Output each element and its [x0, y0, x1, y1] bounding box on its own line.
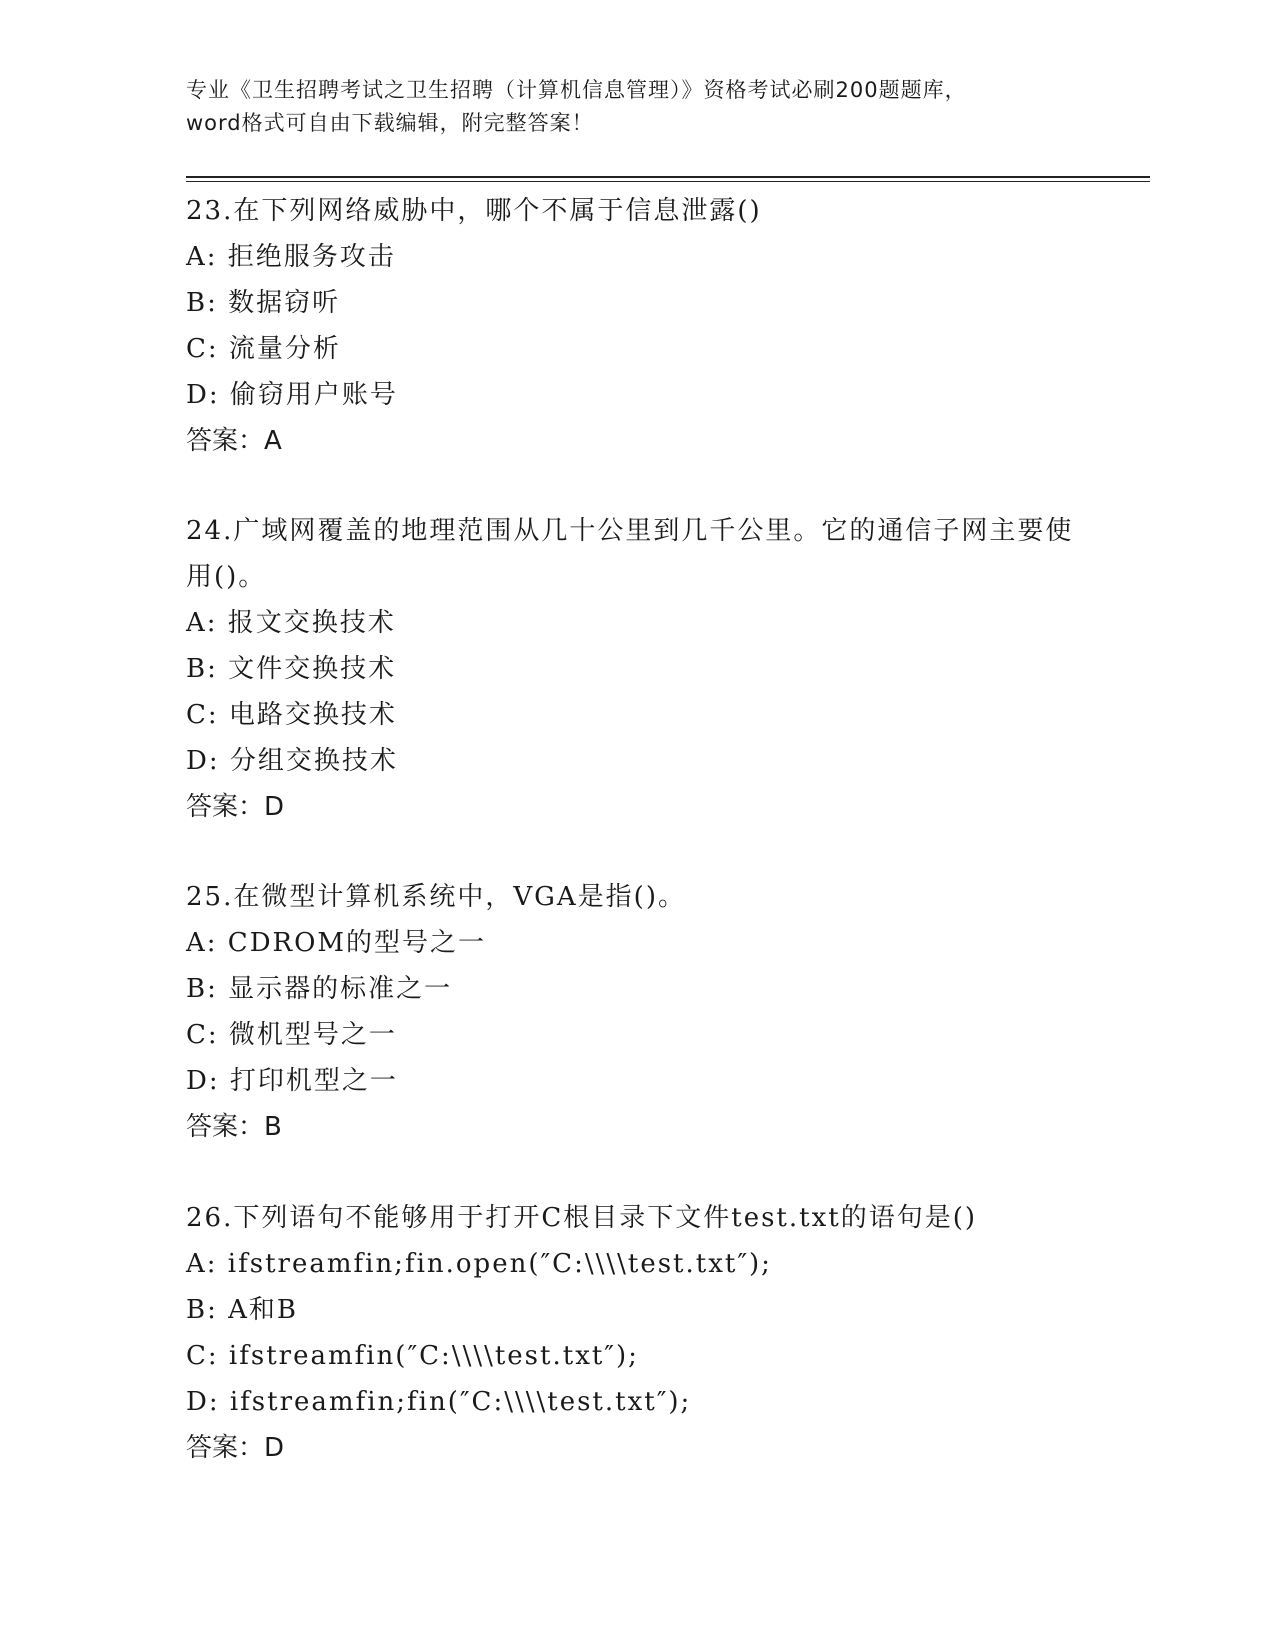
option-c: C: 微机型号之一	[186, 1020, 397, 1050]
question-text: 23.在下列网络威胁中，哪个不属于信息泄露()	[186, 196, 762, 226]
question-26	[186, 1195, 1086, 1471]
option-d: D: 偷窃用户账号	[186, 380, 398, 410]
option-b: B: 文件交换技术	[186, 654, 397, 684]
question-23	[186, 188, 1086, 464]
answer: 答案：D	[186, 1433, 285, 1463]
option-c: C: 电路交换技术	[186, 700, 397, 730]
document-header	[186, 74, 1086, 140]
question-24	[186, 508, 1086, 830]
question-text: 24.广域网覆盖的地理范围从几十公里到几千公里。它的通信子网主要使用()。	[186, 516, 1074, 592]
option-d: D: 分组交换技术	[186, 746, 398, 776]
answer: 答案：B	[186, 1112, 282, 1142]
option-a: A: ifstreamfin;fin.open(″C:\\\\test.txt″);	[186, 1249, 772, 1279]
question-text: 25.在微型计算机系统中，VGA是指()。	[186, 882, 686, 912]
header-line-1: 专业《卫生招聘考试之卫生招聘（计算机信息管理）》资格考试必刷200题题库，	[186, 78, 967, 102]
option-d: D: 打印机型之一	[186, 1066, 398, 1096]
header-line-2: word格式可自由下载编辑，附完整答案！	[186, 111, 594, 135]
question-25	[186, 874, 1086, 1150]
header-divider-thick	[186, 176, 1150, 178]
option-a: A: 拒绝服务攻击	[186, 242, 396, 272]
option-c: C: 流量分析	[186, 334, 341, 364]
question-text: 26.下列语句不能够用于打开C根目录下文件test.txt的语句是()	[186, 1203, 977, 1233]
option-a: A: CDROM的型号之一	[186, 928, 487, 958]
answer: 答案：A	[186, 426, 282, 456]
option-b: B: 显示器的标准之一	[186, 974, 453, 1004]
header-divider-thin	[186, 181, 1150, 182]
option-b: B: A和B	[186, 1295, 299, 1325]
option-d: D: ifstreamfin;fin(″C:\\\\test.txt″);	[186, 1387, 692, 1417]
option-b: B: 数据窃听	[186, 288, 341, 318]
option-c: C: ifstreamfin(″C:\\\\test.txt″);	[186, 1341, 639, 1371]
option-a: A: 报文交换技术	[186, 608, 396, 638]
answer: 答案：D	[186, 792, 285, 822]
